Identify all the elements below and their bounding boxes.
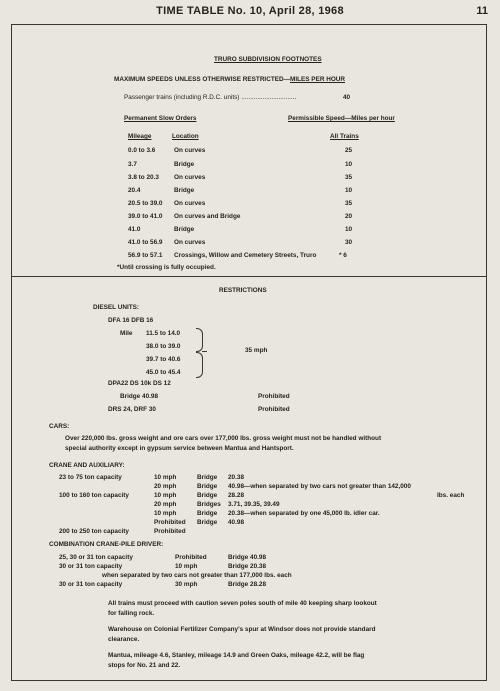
dfa-line: DFA 16 DFB 16 [108, 317, 154, 324]
row-location: On curves [174, 200, 206, 207]
combo-capacity: 25, 30 or 31 ton capacity [59, 554, 133, 561]
row-speed: 35 [345, 174, 353, 181]
flag-stops-paragraph: Mantua, mileage 4.6, Stanley, mileage 14.9 and Green Oaks, mileage 42.2, will be flag [108, 652, 365, 659]
row-location: Bridge [174, 226, 195, 233]
passenger-trains-speed: 40 [343, 94, 351, 101]
brace-tip [202, 351, 207, 352]
row-mileage: 41.0 to 56.9 [128, 239, 163, 246]
crane-speed: 20 mph [154, 501, 177, 508]
row-speed: 25 [345, 147, 353, 154]
column-all-trains: All Trains [330, 133, 359, 140]
crane-capacity: 100 to 160 ton capacity [59, 492, 129, 499]
section-divider [12, 276, 486, 277]
row-mileage: 20.4 [128, 187, 141, 194]
row-speed: 10 [345, 226, 353, 233]
crane-detail: 40.98—when separated by two cars not greater than 142,000 [228, 483, 411, 490]
crane-kind: Bridges [197, 501, 221, 508]
column-location: Location [172, 133, 199, 140]
drs-line: DRS 24, DRF 30 [108, 406, 156, 413]
mile-range: 11.5 to 14.0 [146, 330, 181, 337]
crane-kind: Bridge [197, 483, 218, 490]
combo-bridge: Bridge 20.38 [228, 563, 267, 570]
row-mileage: 39.0 to 41.0 [128, 213, 163, 220]
crane-detail: 20.38 [228, 474, 244, 481]
combo-speed: 30 mph [175, 581, 198, 588]
footnote-note: *Until crossing is fully occupied. [117, 264, 216, 271]
warehouse-paragraph: Warehouse on Colonial Fertilizer Company's spur at Windsor does not provide standard [108, 626, 376, 633]
crane-heading: CRANE AND AUXILIARY: [49, 462, 125, 469]
crane-speed: 10 mph [154, 492, 177, 499]
brace-top [196, 328, 203, 352]
diesel-units-heading: DIESEL UNITS: [93, 304, 140, 311]
cars-heading: CARS: [49, 423, 70, 430]
row-location: Bridge [174, 187, 195, 194]
max-speed-heading-text: MAXIMUM SPEEDS UNLESS OTHERWISE RESTRICTED [114, 76, 284, 83]
crane-detail: 20.38—when separated by one 45,000 lb. idler car. [228, 510, 380, 517]
crane-detail: 40.98 [228, 519, 244, 526]
caution-paragraph: All trains must proceed with caution seven poles south of mile 40 keeping sharp lookout [108, 600, 377, 607]
row-mileage: 0.0 to 3.6 [128, 147, 156, 154]
max-speed-unit: MILES PER HOUR [290, 76, 346, 83]
slow-orders-heading: Permanent Slow Orders [124, 115, 197, 122]
crane-kind: Bridge [197, 492, 218, 499]
row-location: Crossings, Willow and Cemetery Streets, Truro [174, 252, 317, 259]
row-mileage: 3.7 [128, 161, 137, 168]
page-header-title: TIME TABLE No. 10, April 28, 1968 [156, 5, 344, 17]
row-speed: 20 [345, 213, 353, 220]
row-mileage: 56.9 to 57.1 [128, 252, 163, 259]
crane-speed: 20 mph [154, 483, 177, 490]
passenger-trains-label: Passenger trains (including R.D.C. units) ............................... [124, 94, 297, 101]
row-speed: 30 [345, 239, 353, 246]
dpa-line: DPA22 DS 10k DS 12 [108, 380, 171, 387]
combo-capacity: 30 or 31 ton capacity [59, 563, 123, 570]
combo-speed: 10 mph [175, 563, 198, 570]
cars-text: Over 220,000 lbs. gross weight and ore cars over 177,000 lbs. gross weight must not be handled without [65, 435, 382, 442]
crane-speed: Prohibited [154, 519, 186, 526]
combo-bridge: Bridge 28.28 [228, 581, 267, 588]
drs-status: Prohibited [258, 406, 290, 413]
crane-capacity: 23 to 75 ton capacity [59, 474, 122, 481]
combo-speed: Prohibited [175, 554, 207, 561]
combo-heading: COMBINATION CRANE-PILE DRIVER: [49, 541, 164, 548]
crane-extra: lbs. each [437, 492, 465, 499]
crane-capacity: 200 to 250 ton capacity [59, 528, 129, 535]
crane-kind: Bridge [197, 519, 218, 526]
warehouse-paragraph: clearance. [108, 636, 140, 643]
page-number: 11 [476, 5, 488, 17]
mile-range: 39.7 to 40.6 [146, 356, 181, 363]
mile-speed: 35 mph [245, 347, 268, 354]
row-mileage: 20.5 to 39.0 [128, 200, 163, 207]
mile-prefix: Mile [120, 330, 133, 337]
row-speed: 10 [345, 187, 353, 194]
crane-kind: Bridge [197, 510, 218, 517]
row-mileage: 3.8 to 20.3 [128, 174, 159, 181]
crane-speed: 10 mph [154, 510, 177, 517]
max-speed-heading: MAXIMUM SPEEDS UNLESS OTHERWISE RESTRICTED—MILES PER HOUR [114, 76, 346, 83]
permissible-speed-heading: Permissible Speed—Miles per hour [288, 115, 395, 122]
row-mileage: 41.0 [128, 226, 141, 233]
footnotes-title: TRURO SUBDIVISION FOOTNOTES [214, 56, 322, 63]
crane-detail: 28.28 [228, 492, 244, 499]
crane-detail: 3.71, 39.35, 39.49 [228, 501, 280, 508]
combo-capacity: 30 or 31 ton capacity [59, 581, 123, 588]
row-location: On curves [174, 239, 206, 246]
combo-note: when separated by two cars not greater than 177,000 lbs. each [102, 572, 292, 579]
row-location: On curves [174, 147, 206, 154]
mile-range: 38.0 to 39.0 [146, 343, 181, 350]
row-location: On curves [174, 174, 206, 181]
bridge-status: Prohibited [258, 393, 290, 400]
restrictions-title: RESTRICTIONS [219, 287, 267, 294]
flag-stops-paragraph: stops for No. 21 and 22. [108, 662, 181, 669]
row-speed: 10 [345, 161, 353, 168]
mile-range: 45.0 to 45.4 [146, 369, 181, 376]
row-location: On curves and Bridge [174, 213, 241, 220]
bridge-line: Bridge 40.98 [120, 393, 159, 400]
brace-bottom [196, 352, 203, 378]
crane-speed: Prohibited [154, 528, 186, 535]
row-speed: * 6 [339, 252, 347, 259]
row-speed: 35 [345, 200, 353, 207]
caution-paragraph: for falling rock. [108, 610, 155, 617]
crane-kind: Bridge [197, 474, 218, 481]
row-location: Bridge [174, 161, 195, 168]
combo-bridge: Bridge 40.98 [228, 554, 267, 561]
cars-text: special authority except in gypsum service between Mantua and Hantsport. [65, 445, 294, 452]
crane-speed: 10 mph [154, 474, 177, 481]
column-mileage: Mileage [128, 133, 152, 140]
